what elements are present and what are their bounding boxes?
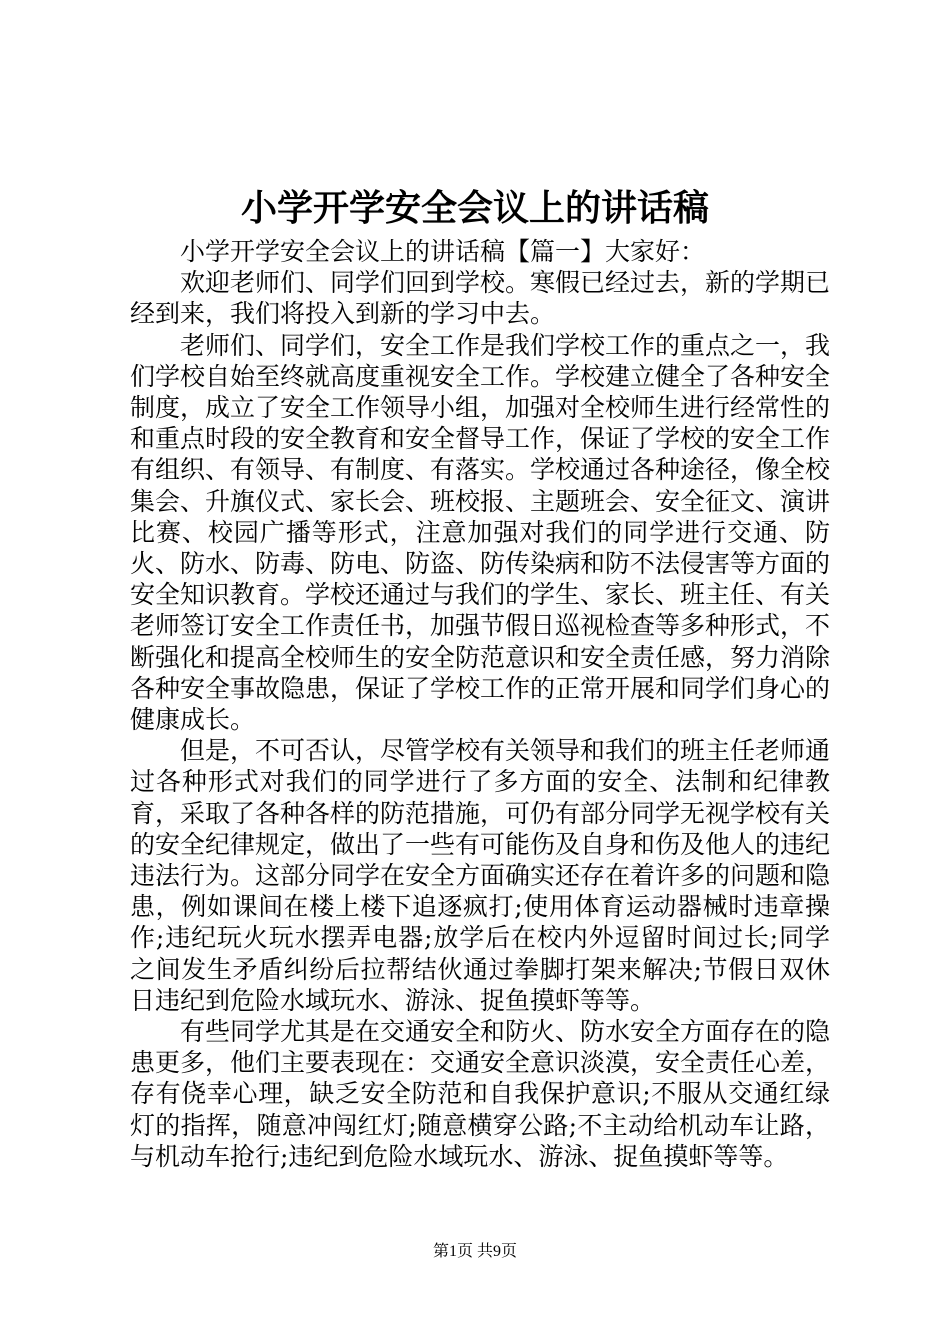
document-title: 小学开学安全会议上的讲话稿 xyxy=(240,187,709,229)
paragraph: 但是，不可否认，尽管学校有关领导和我们的班主任老师通过各种形式对我们的同学进行了多方面的安全、法制和纪律教育，采取了各种各样的防范措施，可仍有部分同学无视学校有关的安全纪律规定，做出了一些有可能伤及自身和伤及他人的违纪违法行为。这部分同学在安全方面确实还存在着许多的问题和隐患，例如课间在楼上楼下追逐疯打;使用体育运动器械时违章操作;违纪玩火玩水摆弄电器;放学后在校内外逗留时间过长;同学之间发生矛盾纠纷后拉帮结伙通过拳脚打架来解决;节假日双休日违纪到危险水域玩水、游泳、捉鱼摸虾等等。 xyxy=(130,736,831,1015)
paragraph: 老师们、同学们，安全工作是我们学校工作的重点之一，我们学校自始至终就高度重视安全工作。学校建立健全了各种安全制度，成立了安全工作领导小组，加强对全校师生进行经常性的和重点时段的安全教育和安全督导工作，保证了学校的安全工作有组织、有领导、有制度、有落实。学校通过各种途径，像全校集会、升旗仪式、家长会、班校报、主题班会、安全征文、演讲比赛、校园广播等形式，注意加强对我们的同学进行交通、防火、防水、防毒、防电、防盗、防传染病和防不法侵害等方面的安全知识教育。学校还通过与我们的学生、家长、班主任、有关老师签订安全工作责任书，加强节假日巡视检查等多种形式，不断强化和提高全校师生的安全防范意识和安全责任感，努力消除各种安全事故隐患，保证了学校工作的正常开展和同学们身心的健康成长。 xyxy=(130,330,831,735)
document-body xyxy=(130,236,830,1172)
paragraph: 小学开学安全会议上的讲话稿【篇一】大家好： xyxy=(180,237,706,266)
page-footer: 第1页 共9页 xyxy=(432,1243,517,1260)
paragraph: 有些同学尤其是在交通安全和防火、防水安全方面存在的隐患更多，他们主要表现在：交通安全意识淡漠，安全责任心差，存有侥幸心理，缺乏安全防范和自我保护意识;不服从交通红绿灯的指挥，随意冲闯红灯;随意横穿公路;不主动给机动车让路，与机动车抢行;违纪到危险水域玩水、游泳、捉鱼摸虾等等。 xyxy=(130,1017,831,1171)
paragraph: 欢迎老师们、同学们回到学校。寒假已经过去，新的学期已经到来，我们将投入到新的学习中去。 xyxy=(130,268,831,329)
